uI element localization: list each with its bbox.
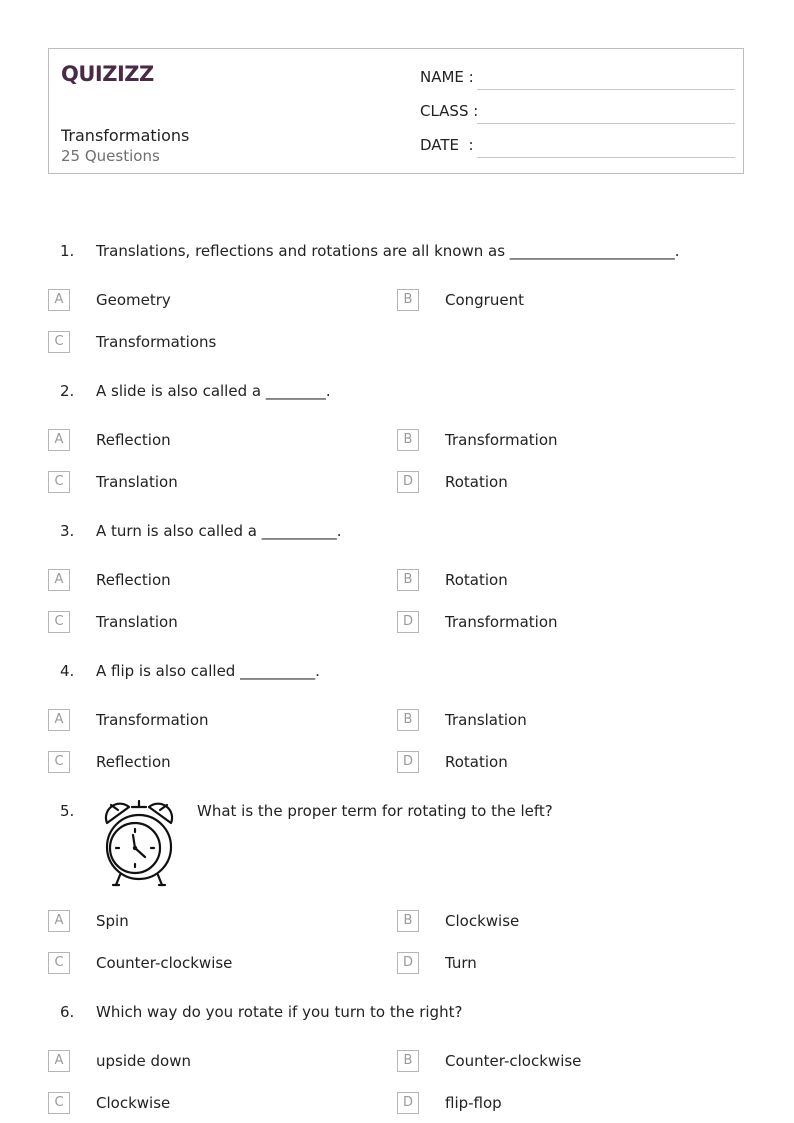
option-letter-box[interactable]: B xyxy=(397,429,419,451)
option-letter-box[interactable]: D xyxy=(397,952,419,974)
option-text: Reflection xyxy=(96,753,171,771)
option-text: flip-flop xyxy=(445,1094,502,1112)
option-letter-box[interactable]: C xyxy=(48,331,70,353)
name-field[interactable] xyxy=(420,68,735,92)
option-letter-box[interactable]: B xyxy=(397,289,419,311)
class-label: CLASS : xyxy=(420,102,479,120)
option-letter-box[interactable]: A xyxy=(48,910,70,932)
option-letter-box[interactable]: B xyxy=(397,1050,419,1072)
option-text: Clockwise xyxy=(96,1094,171,1112)
name-line[interactable] xyxy=(477,89,735,90)
option-text: Reflection xyxy=(96,571,171,589)
question-number: 4. xyxy=(60,662,75,680)
option-text: Transformations xyxy=(96,333,217,351)
option-letter-box[interactable]: D xyxy=(397,611,419,633)
question-number: 1. xyxy=(60,242,75,260)
question-number: 2. xyxy=(60,382,75,400)
option-text: Rotation xyxy=(445,473,508,491)
option-text: Clockwise xyxy=(445,912,520,930)
question-text: Translations, reflections and rotations are all known as ______________________. xyxy=(96,242,680,260)
option-text: Spin xyxy=(96,912,129,930)
option-letter-box[interactable]: A xyxy=(48,569,70,591)
worksheet-header xyxy=(48,48,744,174)
option-text: Rotation xyxy=(445,571,508,589)
question-text: A slide is also called a ________. xyxy=(96,382,331,400)
question-text: Which way do you rotate if you turn to the right? xyxy=(96,1003,463,1021)
option-letter-box[interactable]: B xyxy=(397,569,419,591)
option-letter-box[interactable]: A xyxy=(48,709,70,731)
option-letter-box[interactable]: A xyxy=(48,289,70,311)
option-letter-box[interactable]: A xyxy=(48,1050,70,1072)
option-text: Counter-clockwise xyxy=(96,954,233,972)
option-text: Translation xyxy=(445,711,527,729)
question-number: 5. xyxy=(60,802,75,820)
option-letter-box[interactable]: D xyxy=(397,751,419,773)
svg-text:QUIZIZZ: QUIZIZZ xyxy=(61,62,154,86)
option-text: Rotation xyxy=(445,753,508,771)
quizizz-logo xyxy=(61,59,161,87)
date-label: DATE : xyxy=(420,136,474,154)
class-field[interactable] xyxy=(420,102,735,126)
option-letter-box[interactable]: A xyxy=(48,429,70,451)
question-text: A flip is also called __________. xyxy=(96,662,320,680)
question-count: 25 Questions xyxy=(61,147,160,165)
option-text: Translation xyxy=(96,473,178,491)
option-letter-box[interactable]: D xyxy=(397,1092,419,1114)
option-text: Counter-clockwise xyxy=(445,1052,582,1070)
option-text: Reflection xyxy=(96,431,171,449)
option-text: upside down xyxy=(96,1052,192,1070)
option-letter-box[interactable]: D xyxy=(397,471,419,493)
name-label: NAME : xyxy=(420,68,474,86)
worksheet-title: Transformations xyxy=(61,126,190,145)
option-letter-box[interactable]: B xyxy=(397,709,419,731)
option-text: Geometry xyxy=(96,291,171,309)
option-letter-box[interactable]: B xyxy=(397,910,419,932)
option-letter-box[interactable]: C xyxy=(48,1092,70,1114)
option-text: Transformation xyxy=(96,711,209,729)
alarm-clock-icon xyxy=(102,797,176,887)
option-text: Transformation xyxy=(445,431,558,449)
option-letter-box[interactable]: C xyxy=(48,471,70,493)
option-letter-box[interactable]: C xyxy=(48,751,70,773)
question-number: 3. xyxy=(60,522,75,540)
option-letter-box[interactable]: C xyxy=(48,611,70,633)
option-letter-box[interactable]: C xyxy=(48,952,70,974)
date-field[interactable] xyxy=(420,136,735,160)
option-text: Translation xyxy=(96,613,178,631)
question-text: What is the proper term for rotating to the left? xyxy=(197,802,553,820)
option-text: Congruent xyxy=(445,291,524,309)
date-line[interactable] xyxy=(477,157,735,158)
option-text: Turn xyxy=(445,954,477,972)
question-number: 6. xyxy=(60,1003,75,1021)
option-text: Transformation xyxy=(445,613,558,631)
class-line[interactable] xyxy=(477,123,735,124)
question-text: A turn is also called a __________. xyxy=(96,522,342,540)
